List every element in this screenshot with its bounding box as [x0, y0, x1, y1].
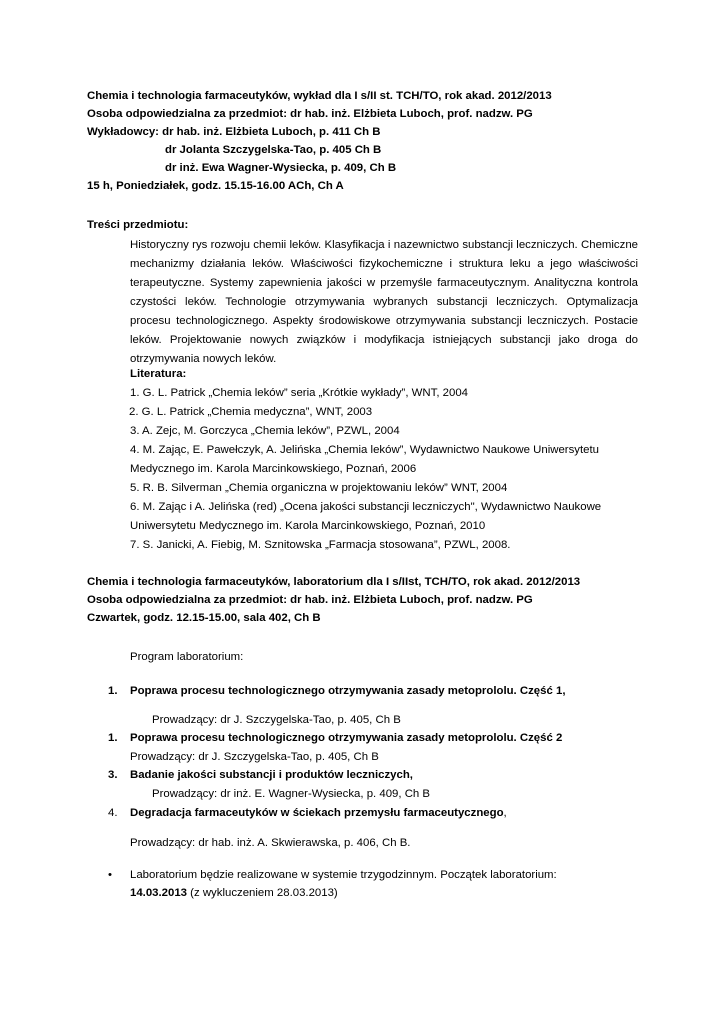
lab-responsible: Osoba odpowiedzialna za przedmiot: dr hab. inż. Elżbieta Luboch, prof. nadzw. PG [87, 594, 533, 606]
program-item-lead: Prowadzący: dr J. Szczygelska-Tao, p. 405, Ch B [152, 714, 401, 726]
program-item-number: 3. [108, 769, 118, 781]
program-item-title: Poprawa procesu technologicznego otrzymywania zasady metoprololu. Część 2 [130, 732, 563, 744]
program-heading: Program laboratorium: [130, 651, 244, 663]
note-text: Laboratorium będzie realizowane w systemie trzygodzinnym. Początek laboratorium: [130, 869, 557, 881]
literature-item: 4. M. Zając, E. Pawełczyk, A. Jelińska „Chemia leków”, Wydawnictwo Naukowe Uniwersytetu [130, 444, 599, 456]
lecturer-3: dr inż. Ewa Wagner-Wysiecka, p. 409, Ch B [165, 162, 397, 174]
content-text: Historyczny rys rozwoju chemii leków. Klasyfikacja i nazewnictwo substancji leczniczych. Chemiczne mechanizmy działania leków. Właściwości fizykochemiczne i struktura leku a jego właściwości terapeutyczne. Systemy zapewnienia jakości w przemyśle farmaceutycznym. Analityczna kontrola czystości leków. Technologie otrzymywania wybranych substancji leczniczych. Optymalizacja procesu technologicznego. Aspekty środowiskowe otrzymywania substancji leczniczych. Postacie leków. Projektowanie nowych związków i modyfikacja istniejących substancji jako droga do otrzymywania nowych leków. [130, 239, 638, 365]
program-item-title: Degradacja farmaceutyków w ściekach przemysłu farmaceutycznego [130, 807, 504, 819]
note-date-row [130, 886, 338, 901]
lab-schedule: Czwartek, godz. 12.15-15.00, sala 402, Ch B [87, 612, 321, 624]
note-date: 14.03.2013 [130, 887, 188, 899]
literature-item: 5. R. B. Silverman „Chemia organiczna w projektowaniu leków” WNT, 2004 [130, 482, 508, 494]
literature-heading: Literatura: [130, 368, 187, 380]
literature-item: 2. G. L. Patrick „Chemia medyczna”, WNT, 2003 [129, 406, 373, 418]
program-item-lead: Prowadzący: dr hab. inż. A. Skwierawska, p. 406, Ch B. [130, 837, 411, 849]
lecture-lecturers: Wykładowcy: dr hab. inż. Elżbieta Luboch, p. 411 Ch B [87, 126, 381, 138]
literature-item: 1. G. L. Patrick „Chemia leków” seria „Krótkie wykłady”, WNT, 2004 [130, 387, 469, 399]
program-item-lead: Prowadzący: dr inż. E. Wagner-Wysiecka, p. 409, Ch B [152, 788, 431, 800]
content-heading: Treści przedmiotu: [87, 219, 189, 231]
program-item-title: Poprawa procesu technologicznego otrzymywania zasady metoprololu. Część 1, [130, 685, 566, 697]
literature-item: Medycznego im. Karola Marcinkowskiego, Poznań, 2006 [130, 463, 417, 475]
literature-item: 3. A. Zejc, M. Gorczyca „Chemia leków”, PZWL, 2004 [130, 425, 400, 437]
program-item-title: Badanie jakości substancji i produktów leczniczych, [130, 769, 413, 781]
lecturer-2: dr Jolanta Szczygelska-Tao, p. 405 Ch B [165, 144, 382, 156]
literature-item: 6. M. Zając i A. Jelińska (red) „Ocena jakości substancji leczniczych", Wydawnictwo Naukowe [130, 501, 602, 513]
literature-item: Uniwersytetu Medycznego im. Karola Marcinkowskiego, Poznań, 2010 [130, 520, 486, 532]
lecture-title: Chemia i technologia farmaceutyków, wykład dla I s/II st. TCH/TO, rok akad. 2012/2013 [87, 90, 552, 102]
program-item-lead: Prowadzący: dr J. Szczygelska-Tao, p. 405, Ch B [130, 751, 379, 763]
lecture-responsible: Osoba odpowiedzialna za przedmiot: dr hab. inż. Elżbieta Luboch, prof. nadzw. PG [87, 108, 533, 120]
literature-item: 7. S. Janicki, A. Fiebig, M. Sznitowska „Farmacja stosowana”, PZWL, 2008. [130, 539, 511, 551]
note-bullet: • [108, 869, 112, 881]
lab-title: Chemia i technologia farmaceutyków, laboratorium dla I s/IIst, TCH/TO, rok akad. 2012/2013 [87, 576, 581, 588]
program-item-number: 1. [108, 685, 118, 697]
program-item-number: 1. [108, 732, 118, 744]
note-rest: (z wykluczeniem 28.03.2013) [187, 887, 338, 899]
program-item-title-row [130, 806, 507, 821]
program-item-title-suffix: , [503, 807, 507, 819]
lecture-schedule: 15 h, Poniedziałek, godz. 15.15-16.00 ACh, Ch A [87, 180, 344, 192]
program-item-number: 4. [108, 807, 118, 819]
